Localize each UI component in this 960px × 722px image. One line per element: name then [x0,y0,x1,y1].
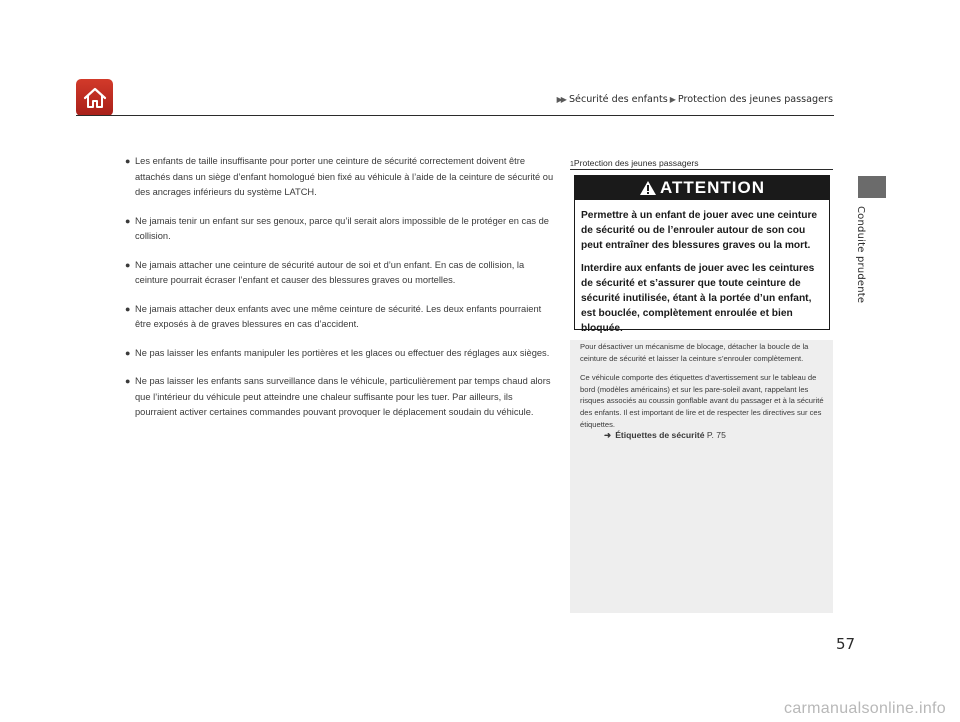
home-icon [82,86,108,110]
cross-reference-link[interactable] [604,430,828,442]
bullet-text: Ne jamais tenir un enfant sur ses genoux, parce qu’il serait alors impossible de le protéger en cas de collision. [135,215,549,241]
home-button[interactable] [76,79,113,116]
main-content [125,154,555,434]
arrow-right-icon: ➜ [604,430,612,441]
warning-paragraph: Permettre à un enfant de jouer avec une ceinture de sécurité ou de l’enrouler autour de son cou peut entraîner des blessures graves ou la mort. [581,210,818,252]
sidebar-note [580,341,828,442]
header-divider [76,115,834,116]
bullet-text: Les enfants de taille insuffisante pour porter une ceinture de sécurité correctement doivent être attachés dans un siège d’enfant homologué bien fixé au véhicule à l’aide de la ceinture de sécurité ou des ancrages inférieurs du système LATCH. [135,156,554,197]
breadcrumb-arrow-icon: ▶▶ [556,95,565,104]
sidebar-heading [570,157,833,170]
warning-box [574,175,830,335]
warning-title-text: ATTENTION [659,178,765,197]
warning-title [575,176,829,200]
bullet-dot-icon: ● [125,303,131,314]
bullet-text: Ne pas laisser les enfants manipuler les portières et les glaces ou effectuer des réglages aux sièges. [135,347,550,358]
sidebar-ref-mark: 1 [570,161,574,168]
warning-text [581,208,823,337]
warning-panel [570,170,833,340]
breadcrumb-separator-icon: ▶ [669,95,676,104]
xref-label: Étiquettes de sécurité [615,430,705,441]
bullet-item [125,346,555,362]
bullet-dot-icon: ● [125,376,131,386]
bullet-item [125,302,555,333]
bullet-text: Ne jamais attacher deux enfants avec une même ceinture de sécurité. Les deux enfants pourraient être exposés à de graves blessures en cas d’accident. [135,303,542,329]
bullet-item [125,374,555,421]
breadcrumb [557,94,833,105]
breadcrumb-item-2[interactable]: Protection des jeunes passagers [677,94,833,105]
page-number: 57 [836,635,856,653]
bullet-item [125,258,555,289]
watermark: carmanualsonline.info [784,700,946,717]
warning-paragraph: Interdire aux enfants de jouer avec les ceintures de sécurité et s’assurer que toute ceinture de sécurité inutilisée, étant à la portée d’un enfant, est bouclée, complètement enroulée et bien bloquée. [581,262,815,335]
sidebar-heading-text: Protection des jeunes passagers [573,158,699,168]
bullet-dot-icon: ● [125,259,131,270]
bullet-item [125,214,555,245]
section-tab[interactable] [858,176,886,198]
bullet-dot-icon: ● [125,347,131,358]
bullet-dot-icon: ● [125,156,131,166]
xref-page: P. 75 [706,430,726,441]
bullet-dot-icon: ● [125,215,131,226]
warning-triangle-icon [639,180,657,196]
note-paragraph: Ce véhicule comporte des étiquettes d’avertissement sur le tableau de bord (modèles américains) et sur les pare-soleil avant, rappelant les risques associés au coussin gonflable avant du passager et à la sécurité des enfants. Il est important de lire et de respecter les directives sur ces étiquettes. [580,373,824,429]
bullet-text: Ne jamais attacher une ceinture de sécurité autour de soi et d’un enfant. En cas de collision, la ceinture pourrait écraser l’enfant et causer des blessures graves ou mortelles. [135,259,525,285]
bullet-text: Ne pas laisser les enfants sans surveillance dans le véhicule, particulièrement par temps chaud alors que l’intérieur du véhicule peut atteindre une chaleur suffisante pour les tuer. Par ailleurs, ils pourraient activer certaines commandes pouvant provoquer le déplacement soudain du véhicule. [135,376,551,417]
breadcrumb-item-1[interactable]: Sécurité des enfants [568,94,668,105]
sidebar-notes [570,157,833,613]
bullet-item [125,154,555,201]
note-paragraph: Pour désactiver un mécanisme de blocage, détacher la boucle de la ceinture de sécurité et laisser la ceinture s’enrouler complètement. [580,342,809,363]
section-tab-label: Conduite prudente [855,206,866,304]
